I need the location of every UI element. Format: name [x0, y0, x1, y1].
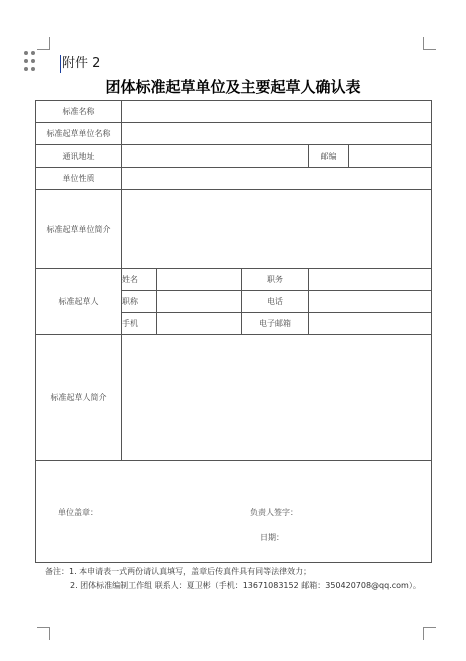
unit-nature-field[interactable] — [122, 168, 432, 190]
name-field[interactable] — [157, 269, 242, 291]
drag-handle-icon[interactable] — [24, 51, 36, 71]
unit-seal-label: 单位盖章： — [58, 508, 98, 517]
responsible-sign-label: 负责人签字： — [250, 508, 298, 517]
drafting-unit-name-field[interactable] — [122, 123, 432, 145]
unit-intro-field[interactable] — [122, 190, 432, 269]
crop-mark-bottom-right — [423, 627, 436, 640]
drafter-intro-field[interactable] — [122, 335, 432, 461]
row-signature — [36, 461, 432, 563]
confirmation-form-table — [35, 100, 432, 563]
name-label: 姓名 — [122, 269, 157, 291]
drafting-unit-name-label: 标准起草单位名称 — [36, 123, 122, 145]
row-unit-nature — [36, 168, 432, 190]
row-drafting-unit — [36, 123, 432, 145]
address-label: 通讯地址 — [36, 145, 122, 168]
text-cursor — [60, 55, 61, 73]
position-label: 职务 — [242, 269, 309, 291]
address-field[interactable] — [122, 145, 309, 168]
email-label: 电子邮箱 — [242, 313, 309, 335]
email-field[interactable] — [309, 313, 432, 335]
drafter-label: 标准起草人 — [36, 269, 122, 335]
row-drafter-intro — [36, 335, 432, 461]
std-name-label: 标准名称 — [36, 101, 122, 123]
row-address — [36, 145, 432, 168]
crop-mark-top-left — [37, 37, 50, 50]
unit-nature-label: 单位性质 — [36, 168, 122, 190]
mobile-field[interactable] — [157, 313, 242, 335]
attachment-label: 附件 2 — [62, 56, 101, 71]
document-title: 团体标准起草单位及主要起草人确认表 — [105, 78, 361, 96]
row-standard-name — [36, 101, 432, 123]
row-unit-intro — [36, 190, 432, 269]
position-field[interactable] — [309, 269, 432, 291]
postcode-label: 邮编 — [309, 145, 349, 168]
unit-intro-label: 标准起草单位简介 — [36, 190, 122, 269]
crop-mark-top-right — [423, 37, 436, 50]
phone-label: 电话 — [242, 291, 309, 313]
drafter-intro-label: 标准起草人简介 — [36, 335, 122, 461]
footnote-2: 2. 团体标准编制工作组 联系人：夏卫彬（手机：13671083152 邮箱：350420708@qq.com）。 — [70, 581, 421, 590]
title-field[interactable] — [157, 291, 242, 313]
row-drafter-1 — [36, 269, 432, 291]
footnote-1: 备注：1. 本申请表一式两份请认真填写，盖章后传真件具有同等法律效力； — [45, 567, 312, 576]
title-label: 职称 — [122, 291, 157, 313]
phone-field[interactable] — [309, 291, 432, 313]
postcode-field[interactable] — [349, 145, 432, 168]
crop-mark-bottom-left — [37, 627, 50, 640]
std-name-field[interactable] — [122, 101, 432, 123]
date-label: 日期： — [260, 533, 284, 542]
mobile-label: 手机 — [122, 313, 157, 335]
signature-area[interactable] — [36, 461, 432, 563]
